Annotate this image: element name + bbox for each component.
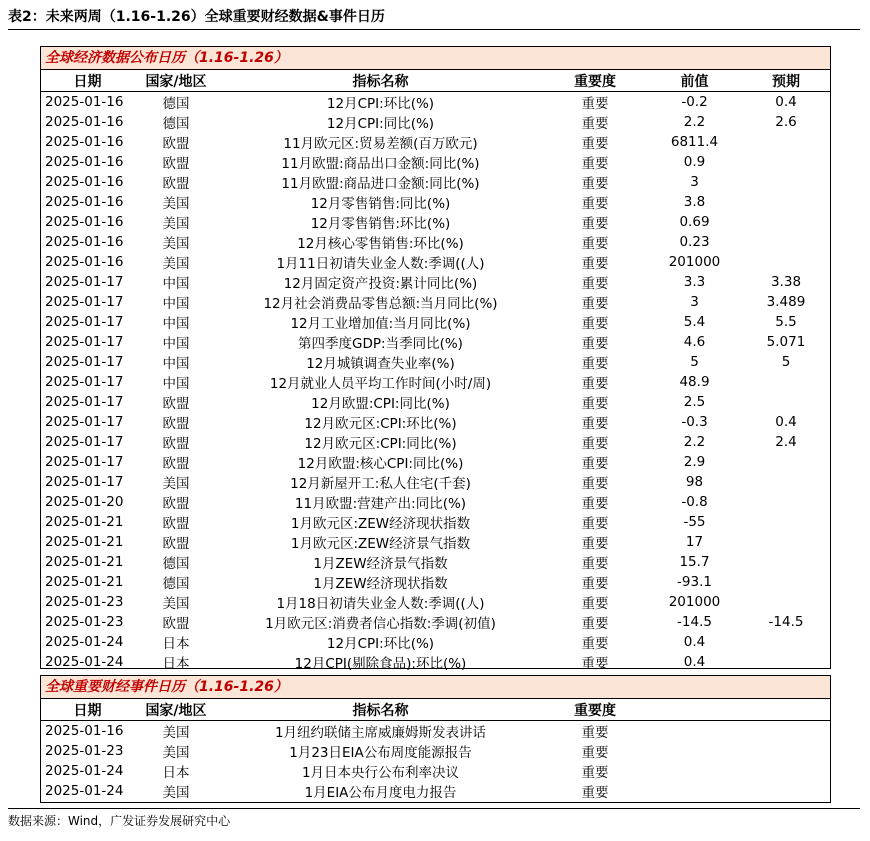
cell-indicator: 12月CPI:环比(%) xyxy=(326,96,435,112)
table-row xyxy=(41,572,830,592)
cell-previous xyxy=(647,721,742,742)
cell-importance: 重要 xyxy=(581,616,609,632)
cell-forecast xyxy=(742,532,830,552)
cell-region: 日本 xyxy=(162,656,190,672)
cell-indicator: 11月欧盟:商品进口金额:同比(%) xyxy=(281,176,480,192)
cell-region: 欧盟 xyxy=(162,456,190,472)
cell-previous: 3.3 xyxy=(683,274,706,290)
cell-previous: 5 xyxy=(690,354,699,370)
cell-region: 日本 xyxy=(162,765,190,781)
cell-indicator: 12月CPI:同比(%) xyxy=(326,116,435,132)
cell-importance: 重要 xyxy=(581,656,609,672)
cell-forecast: 0.4 xyxy=(775,414,797,430)
cell-previous xyxy=(647,741,742,761)
cell-importance: 重要 xyxy=(581,576,609,592)
table-row xyxy=(41,132,830,152)
table-row xyxy=(41,552,830,572)
events-header-row xyxy=(41,699,830,721)
table-row xyxy=(41,272,830,292)
cell-previous: -0.2 xyxy=(681,94,708,110)
cell-forecast xyxy=(742,452,830,472)
events-header-date: 日期 xyxy=(41,699,134,721)
cell-region: 欧盟 xyxy=(162,536,190,552)
cell-importance: 重要 xyxy=(581,596,609,612)
cell-forecast xyxy=(742,212,830,232)
header-forecast: 预期 xyxy=(742,70,830,92)
cell-date: 2025-01-24 xyxy=(45,783,124,799)
cell-forecast xyxy=(742,652,830,672)
cell-previous: -14.5 xyxy=(677,614,712,630)
cell-date: 2025-01-16 xyxy=(45,174,124,190)
cell-previous: 201000 xyxy=(668,594,721,610)
cell-previous: 3 xyxy=(690,174,699,190)
cell-region: 中国 xyxy=(162,336,190,352)
cell-region: 德国 xyxy=(162,576,190,592)
figure-title: 表2：未来两周（1.16-1.26）全球重要财经数据&事件日历 xyxy=(8,7,860,30)
cell-forecast xyxy=(742,761,830,781)
cell-forecast: 3.38 xyxy=(770,274,802,290)
cell-forecast: -14.5 xyxy=(768,614,804,630)
cell-indicator: 11月欧元区:贸易差额(百万欧元) xyxy=(283,136,478,152)
cell-importance: 重要 xyxy=(581,785,609,801)
cell-date: 2025-01-16 xyxy=(45,114,124,130)
cell-date: 2025-01-16 xyxy=(45,254,124,270)
cell-forecast xyxy=(742,172,830,192)
cell-indicator: 1月ZEW经济现状指数 xyxy=(313,576,448,592)
cell-forecast xyxy=(742,232,830,252)
cell-region: 欧盟 xyxy=(162,516,190,532)
header-indicator: 指标名称 xyxy=(218,70,543,92)
cell-forecast xyxy=(742,472,830,492)
cell-previous: 201000 xyxy=(668,254,721,270)
cell-date: 2025-01-16 xyxy=(45,723,124,739)
cell-previous: 0.9 xyxy=(683,154,706,170)
header-previous: 前值 xyxy=(647,70,742,92)
table-row xyxy=(41,312,830,332)
cell-date: 2025-01-17 xyxy=(45,294,124,310)
economic-data-body xyxy=(41,92,830,673)
cell-date: 2025-01-21 xyxy=(45,574,124,590)
cell-importance: 重要 xyxy=(581,396,609,412)
cell-importance: 重要 xyxy=(581,745,609,761)
events-section-title: 全球重要财经事件日历（1.16-1.26） xyxy=(41,676,830,699)
cell-region: 美国 xyxy=(162,196,190,212)
cell-previous: 2.2 xyxy=(683,434,706,450)
cell-date: 2025-01-17 xyxy=(45,454,124,470)
cell-region: 中国 xyxy=(162,276,190,292)
cell-previous: 0.4 xyxy=(683,634,706,650)
cell-indicator: 11月欧盟:营建产出:同比(%) xyxy=(294,496,467,512)
table-row xyxy=(41,212,830,232)
cell-forecast xyxy=(742,132,830,152)
cell-indicator: 12月欧盟:CPI:同比(%) xyxy=(311,396,450,412)
table-row xyxy=(41,172,830,192)
cell-importance: 重要 xyxy=(581,256,609,272)
cell-importance: 重要 xyxy=(581,216,609,232)
cell-date: 2025-01-17 xyxy=(45,394,124,410)
cell-previous: -0.8 xyxy=(681,494,708,510)
cell-date: 2025-01-23 xyxy=(45,614,124,630)
cell-importance: 重要 xyxy=(581,436,609,452)
cell-previous: 6811.4 xyxy=(670,134,719,150)
events-body xyxy=(41,721,830,802)
cell-previous: -0.3 xyxy=(681,414,708,430)
cell-previous: -93.1 xyxy=(677,574,712,590)
cell-importance: 重要 xyxy=(581,456,609,472)
table-row xyxy=(41,761,830,781)
cell-indicator: 12月CPI(剔除食品):环比(%) xyxy=(294,656,467,672)
cell-region: 德国 xyxy=(162,116,190,132)
table-row xyxy=(41,352,830,372)
cell-previous: 2.2 xyxy=(683,114,706,130)
cell-date: 2025-01-17 xyxy=(45,354,124,370)
cell-importance: 重要 xyxy=(581,276,609,292)
cell-indicator: 1月欧元区:ZEW经济现状指数 xyxy=(290,516,471,532)
table-row xyxy=(41,492,830,512)
cell-forecast xyxy=(742,592,830,612)
cell-indicator: 11月欧盟:商品出口金额:同比(%) xyxy=(281,156,480,172)
cell-region: 欧盟 xyxy=(162,496,190,512)
cell-date: 2025-01-16 xyxy=(45,94,124,110)
cell-region: 欧盟 xyxy=(162,136,190,152)
table-row xyxy=(41,472,830,492)
cell-date: 2025-01-24 xyxy=(45,634,124,650)
cell-region: 美国 xyxy=(162,216,190,232)
economic-data-table xyxy=(41,70,830,672)
table-row xyxy=(41,332,830,352)
cell-indicator: 12月固定资产投资:累计同比(%) xyxy=(283,276,478,292)
events-header-event: 指标名称 xyxy=(218,699,543,721)
cell-forecast xyxy=(742,392,830,412)
cell-forecast xyxy=(742,152,830,172)
cell-previous: 17 xyxy=(685,534,704,550)
cell-importance: 重要 xyxy=(581,496,609,512)
cell-forecast: 2.6 xyxy=(775,114,797,130)
cell-indicator: 12月社会消费品零售总额:当月同比(%) xyxy=(263,296,498,312)
cell-region: 美国 xyxy=(162,596,190,612)
events-panel xyxy=(40,675,831,803)
cell-importance: 重要 xyxy=(581,416,609,432)
table-row xyxy=(41,512,830,532)
cell-previous: 3 xyxy=(690,294,699,310)
cell-importance: 重要 xyxy=(581,336,609,352)
cell-forecast xyxy=(742,741,830,761)
cell-region: 欧盟 xyxy=(162,616,190,632)
table-row xyxy=(41,432,830,452)
cell-region: 美国 xyxy=(162,476,190,492)
cell-region: 欧盟 xyxy=(162,176,190,192)
table-row xyxy=(41,452,830,472)
cell-importance: 重要 xyxy=(581,116,609,132)
cell-indicator: 12月零售销售:同比(%) xyxy=(310,196,451,212)
cell-forecast xyxy=(742,552,830,572)
table-row xyxy=(41,152,830,172)
cell-date: 2025-01-24 xyxy=(45,763,124,779)
cell-date: 2025-01-17 xyxy=(45,314,124,330)
events-header-region: 国家/地区 xyxy=(134,699,218,721)
cell-importance: 重要 xyxy=(581,516,609,532)
economic-data-panel xyxy=(40,46,831,672)
header-importance: 重要度 xyxy=(543,70,647,92)
cell-forecast: 3.489 xyxy=(766,294,806,310)
cell-region: 美国 xyxy=(162,725,190,741)
table-row xyxy=(41,392,830,412)
table-row xyxy=(41,532,830,552)
cell-forecast: 5 xyxy=(781,354,791,370)
cell-region: 美国 xyxy=(162,256,190,272)
table-row xyxy=(41,612,830,632)
cell-previous: -55 xyxy=(683,514,706,530)
header-date: 日期 xyxy=(41,70,134,92)
cell-date: 2025-01-20 xyxy=(45,494,124,510)
cell-previous: 0.4 xyxy=(683,654,706,670)
cell-indicator: 12月CPI:环比(%) xyxy=(326,636,435,652)
cell-region: 中国 xyxy=(162,296,190,312)
cell-importance: 重要 xyxy=(581,136,609,152)
cell-previous xyxy=(647,761,742,781)
cell-previous: 2.5 xyxy=(683,394,706,410)
cell-date: 2025-01-21 xyxy=(45,514,124,530)
cell-region: 欧盟 xyxy=(162,436,190,452)
cell-importance: 重要 xyxy=(581,636,609,652)
cell-importance: 重要 xyxy=(581,376,609,392)
cell-indicator: 1月18日初请失业金人数:季调((人) xyxy=(276,596,485,612)
cell-region: 中国 xyxy=(162,316,190,332)
cell-date: 2025-01-16 xyxy=(45,194,124,210)
table-row xyxy=(41,741,830,761)
cell-indicator: 12月欧元区:CPI:同比(%) xyxy=(304,436,457,452)
header-region: 国家/地区 xyxy=(134,70,218,92)
cell-region: 美国 xyxy=(162,236,190,252)
cell-date: 2025-01-16 xyxy=(45,234,124,250)
table-row xyxy=(41,252,830,272)
cell-date: 2025-01-24 xyxy=(45,654,124,670)
cell-region: 德国 xyxy=(162,556,190,572)
cell-forecast: 5.5 xyxy=(775,314,797,330)
cell-importance: 重要 xyxy=(581,556,609,572)
cell-region: 美国 xyxy=(162,785,190,801)
events-header-importance: 重要度 xyxy=(543,699,647,721)
cell-region: 美国 xyxy=(162,745,190,761)
cell-region: 欧盟 xyxy=(162,396,190,412)
cell-importance: 重要 xyxy=(581,765,609,781)
data-section-title: 全球经济数据公布日历（1.16-1.26） xyxy=(41,47,830,70)
cell-indicator: 12月城镇调查失业率(%) xyxy=(306,356,455,372)
table-row xyxy=(41,292,830,312)
cell-region: 欧盟 xyxy=(162,416,190,432)
cell-importance: 重要 xyxy=(581,356,609,372)
cell-indicator: 12月欧元区:CPI:环比(%) xyxy=(304,416,457,432)
table-row xyxy=(41,652,830,672)
cell-indicator: 12月工业增加值:当月同比(%) xyxy=(290,316,471,332)
cell-importance: 重要 xyxy=(581,196,609,212)
table-header-row xyxy=(41,70,830,92)
cell-previous: 2.9 xyxy=(683,454,706,470)
cell-previous: 4.6 xyxy=(683,334,706,350)
cell-date: 2025-01-23 xyxy=(45,743,124,759)
cell-region: 欧盟 xyxy=(162,156,190,172)
cell-forecast xyxy=(742,372,830,392)
cell-forecast: 5.071 xyxy=(766,334,806,350)
table-row xyxy=(41,632,830,652)
cell-indicator: 12月就业人员平均工作时间(小时/周) xyxy=(269,376,492,392)
source-note: 数据来源：Wind，广发证券发展研究中心 xyxy=(8,808,860,829)
cell-forecast xyxy=(742,781,830,801)
cell-forecast: 2.4 xyxy=(775,434,797,450)
table-row xyxy=(41,592,830,612)
cell-date: 2025-01-16 xyxy=(45,154,124,170)
table-row xyxy=(41,781,830,801)
cell-region: 中国 xyxy=(162,356,190,372)
table-row xyxy=(41,192,830,212)
cell-date: 2025-01-23 xyxy=(45,594,124,610)
cell-previous xyxy=(647,781,742,801)
table-row xyxy=(41,372,830,392)
table-row xyxy=(41,232,830,252)
cell-region: 德国 xyxy=(162,96,190,112)
table-row xyxy=(41,112,830,132)
table-row xyxy=(41,92,830,113)
cell-indicator: 1月日本央行公布利率决议 xyxy=(301,765,460,781)
cell-date: 2025-01-17 xyxy=(45,334,124,350)
cell-indicator: 1月EIA公布月度电力报告 xyxy=(304,785,457,801)
events-header-empty-1 xyxy=(647,699,742,721)
cell-importance: 重要 xyxy=(581,536,609,552)
cell-importance: 重要 xyxy=(581,176,609,192)
cell-forecast xyxy=(742,572,830,592)
cell-forecast: 0.4 xyxy=(775,94,797,110)
cell-date: 2025-01-16 xyxy=(45,134,124,150)
cell-indicator: 12月核心零售销售:环比(%) xyxy=(297,236,464,252)
cell-previous: 48.9 xyxy=(679,374,710,390)
cell-indicator: 1月ZEW经济景气指数 xyxy=(313,556,448,572)
cell-importance: 重要 xyxy=(581,236,609,252)
cell-indicator: 12月零售销售:环比(%) xyxy=(310,216,451,232)
cell-date: 2025-01-21 xyxy=(45,534,124,550)
cell-indicator: 1月11日初请失业金人数:季调((人) xyxy=(276,256,485,272)
events-table xyxy=(41,699,830,801)
cell-importance: 重要 xyxy=(581,725,609,741)
cell-forecast xyxy=(742,192,830,212)
cell-importance: 重要 xyxy=(581,296,609,312)
cell-previous: 0.69 xyxy=(679,214,710,230)
cell-importance: 重要 xyxy=(581,476,609,492)
cell-indicator: 12月欧盟:核心CPI:同比(%) xyxy=(297,456,464,472)
cell-region: 日本 xyxy=(162,636,190,652)
cell-date: 2025-01-21 xyxy=(45,554,124,570)
cell-importance: 重要 xyxy=(581,96,609,112)
cell-indicator: 1月欧元区:ZEW经济景气指数 xyxy=(290,536,471,552)
cell-previous: 3.8 xyxy=(683,194,706,210)
cell-forecast xyxy=(742,721,830,742)
cell-date: 2025-01-16 xyxy=(45,214,124,230)
cell-date: 2025-01-17 xyxy=(45,274,124,290)
cell-previous: 5.4 xyxy=(683,314,706,330)
table-row xyxy=(41,412,830,432)
cell-previous: 98 xyxy=(685,474,704,490)
cell-previous: 15.7 xyxy=(679,554,710,570)
cell-indicator: 12月新屋开工:私人住宅(千套) xyxy=(290,476,471,492)
cell-importance: 重要 xyxy=(581,316,609,332)
cell-indicator: 1月纽约联储主席威廉姆斯发表讲话 xyxy=(274,725,487,741)
cell-forecast xyxy=(742,252,830,272)
cell-indicator: 1月欧元区:消费者信心指数:季调(初值) xyxy=(265,616,496,632)
cell-region: 中国 xyxy=(162,376,190,392)
cell-date: 2025-01-17 xyxy=(45,434,124,450)
events-header-empty-2 xyxy=(742,699,830,721)
cell-previous: 0.23 xyxy=(679,234,710,250)
cell-date: 2025-01-17 xyxy=(45,414,124,430)
table-row xyxy=(41,721,830,742)
cell-forecast xyxy=(742,492,830,512)
cell-indicator: 第四季度GDP:当季同比(%) xyxy=(298,336,463,352)
cell-indicator: 1月23日EIA公布周度能源报告 xyxy=(289,745,472,761)
cell-forecast xyxy=(742,632,830,652)
cell-date: 2025-01-17 xyxy=(45,374,124,390)
cell-date: 2025-01-17 xyxy=(45,474,124,490)
cell-importance: 重要 xyxy=(581,156,609,172)
cell-forecast xyxy=(742,512,830,532)
